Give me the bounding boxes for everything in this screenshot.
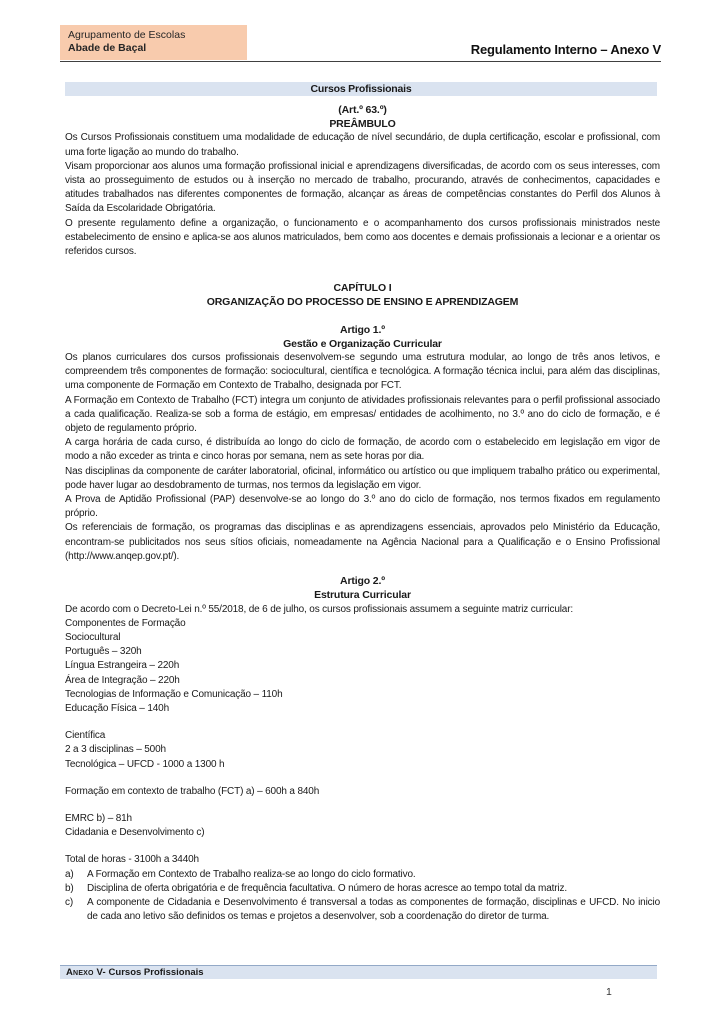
document-title: Regulamento Interno – Anexo V [470, 42, 661, 57]
matrix-line: Língua Estrangeira – 220h [65, 660, 180, 672]
footnote-text: A Formação em Contexto de Trabalho realiza-se ao longo do ciclo formativo. [87, 868, 416, 880]
chapter-subtitle: ORGANIZAÇÃO DO PROCESSO DE ENSINO E APRENDIZAGEM [206, 296, 519, 309]
article1-paragraph: A Formação em Contexto de Trabalho (FCT) integra um conjunto de atividades profissionais relevantes para o perfil profissional associado a cada qualificação. Realiza-se sob a forma de estágio, em empresas/ entidades de acolhimento, no 3.º ano do ciclo de formação, e é objeto de regulamento próprio. [65, 394, 660, 435]
matrix-group-sociocultural [65, 617, 660, 716]
footnote-marker: c) [65, 896, 74, 908]
section-banner: Cursos Profissionais [65, 82, 657, 96]
preamble-paragraph: O presente regulamento define a organização, o funcionamento e o acompanhamento dos cursos profissionais ministrados neste estabelecimento de ensino e aplica-se aos alunos matriculados, bem como aos docentes e demais profissionais a lecionar e a orientar os referidos cursos. [65, 217, 660, 258]
school-logo-box [60, 25, 247, 60]
footnote-text: A componente de Cidadania e Desenvolvimento é transversal a todas as componentes de formação, disciplinas e UFCD. No inicio de cada ano letivo são definidos os temas e projetos a desenvolver, sob a coordenação do diretor de turma. [87, 896, 660, 923]
page-number: 1 [606, 986, 612, 998]
article1-paragraph: Nas disciplinas da componente de caráter laboratorial, oficinal, informático ou artístico ou que impliquem trabalho prático ou experimental, pode haver lugar ao desdobramento de turmas, nos termos da legislação em vigor. [65, 465, 660, 491]
footer-label-prefix: Anexo V- [66, 967, 106, 978]
article1-paragraph: A Prova de Aptidão Profissional (PAP) desenvolve-se ao longo do 3.º ano do ciclo de formação, nos termos fixados em regulamento próprio. [65, 494, 660, 520]
school-name-line1: Agrupamento de Escolas [68, 29, 186, 41]
matrix-line: Formação em contexto de trabalho (FCT) a) – 600h a 840h [65, 785, 320, 797]
matrix-line: Tecnologias de Informação e Comunicação – 110h [65, 688, 283, 700]
article2-number: Artigo 2.º [340, 575, 385, 588]
article1-number: Artigo 1.º [340, 323, 385, 336]
preamble-heading: PREÂMBULO [329, 118, 396, 131]
matrix-line: Sociocultural [65, 631, 121, 643]
matrix-line: 2 a 3 disciplinas – 500h [65, 744, 166, 756]
article2-intro: De acordo com o Decreto-Lei n.º 55/2018, de 6 de julho, os cursos profissionais assumem a seguinte matriz curricular: [65, 603, 574, 615]
footnote-marker: b) [65, 882, 74, 894]
matrix-total-line: Total de horas - 3100h a 3440h [65, 854, 199, 866]
article1-paragraph: A carga horária de cada curso, é distribuída ao longo do ciclo de formação, de acordo com o estabelecido em legislação em vigor de modo a não exceder as trinta e cinco horas por semana, nem as sete horas por dia. [65, 437, 660, 463]
footnote-item [65, 868, 660, 882]
matrix-line: Científica [65, 730, 106, 742]
footnote-item [65, 896, 660, 924]
matrix-group-emrc-cidadania [65, 812, 660, 840]
article1-title: Gestão e Organização Curricular [283, 337, 442, 350]
chapter-title: CAPÍTULO I [333, 282, 392, 295]
matrix-line: Tecnológica – UFCD - 1000 a 1300 h [65, 758, 225, 770]
article2-title: Estrutura Curricular [314, 589, 411, 602]
footer-bar [60, 965, 657, 979]
matrix-group-fct [65, 785, 660, 799]
preamble-paragraph: Os Cursos Profissionais constituem uma modalidade de educação de nível secundário, de dupla certificação, escolar e profissional, com uma forte ligação ao mundo do trabalho. [65, 132, 660, 158]
footnote-text: Disciplina de oferta obrigatória e de frequência facultativa. O número de horas acresce ao tempo total da matriz. [87, 882, 567, 894]
article-reference: (Art.º 63.º) [338, 104, 387, 116]
matrix-line: EMRC b) – 81h [65, 812, 132, 824]
matrix-group-cientifica-tecnologica [65, 729, 660, 772]
document-body [65, 103, 660, 924]
footnote-item [65, 882, 660, 896]
article1-paragraph: Os referenciais de formação, os programas das disciplinas e as aprendizagens essenciais, aprovados pelo Ministério da Educação, encontram-se publicitados nos seus sítios oficiais, nomeadamente na Agência Nacional para a Qualificação e o Ensino Profissional (http://www.anqep.gov.pt/). [65, 522, 660, 562]
matrix-line: Educação Física – 140h [65, 702, 169, 714]
footer-label-rest: Cursos Profissionais [105, 967, 204, 978]
matrix-line: Cidadania e Desenvolvimento c) [65, 827, 205, 839]
footnote-marker: a) [65, 868, 74, 880]
matrix-line: Português – 320h [65, 646, 142, 658]
header-divider [60, 61, 661, 62]
matrix-line: Componentes de Formação [65, 617, 186, 629]
preamble-paragraph: Visam proporcionar aos alunos uma formação profissional inicial e aprendizagens diversificadas, de acordo com os seus interesses, com vista ao prosseguimento de estudos ou à inserção no mercado de trabalho, procurando, através de conhecimentos, capacidades e atitudes trabalhados nas diferentes componentes de formação, alcançar as áreas de competências constantes do Perfil dos Alunos à Saída da Escolaridade Obrigatória. [65, 160, 660, 215]
school-name-line2: Abade de Baçal [68, 42, 147, 54]
article1-paragraph: Os planos curriculares dos cursos profissionais desenvolvem-se segundo uma estrutura modular, ao longo de três anos letivos, e compreendem três componentes de formação: sociocultural, científica e tecnológica. A formação técnica inclui, para além das disciplinas, uma componente de Formação em Contexto de Trabalho, designada por FCT. [65, 352, 660, 392]
matrix-line: Área de Integração – 220h [65, 674, 180, 686]
